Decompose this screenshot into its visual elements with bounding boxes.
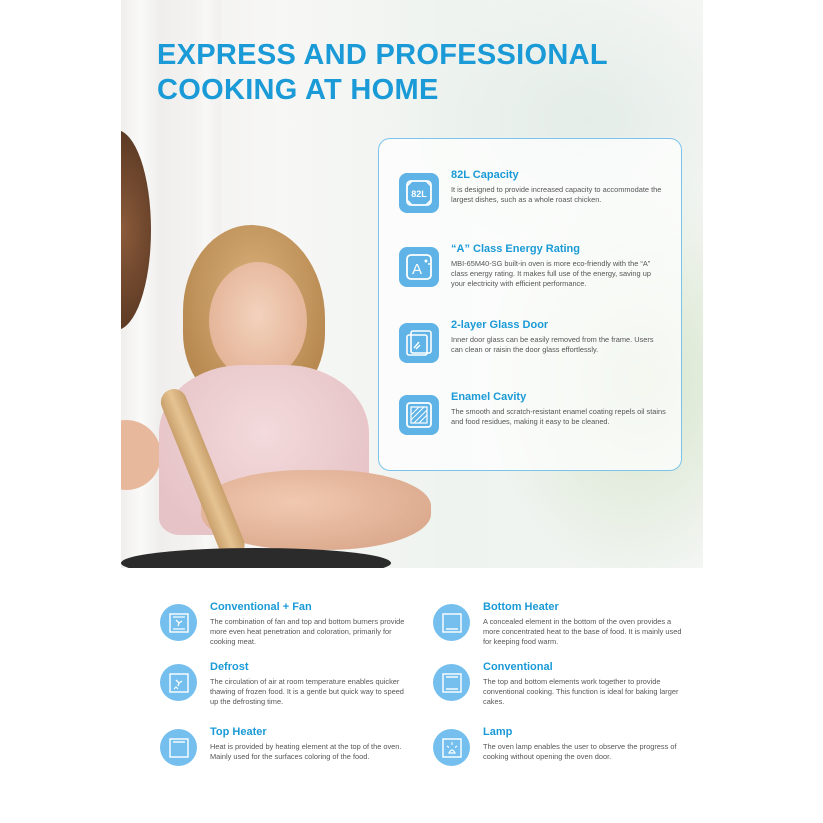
function-title: Top Heater xyxy=(210,726,267,738)
function-description: Heat is provided by heating element at the top of the oven. Mainly used for the surfaces coloring of the food. xyxy=(210,742,402,761)
feature-description: Inner door glass can be easily removed from the frame. Users can clean or raisin the door glass effortlessly. xyxy=(451,335,654,354)
top-heater-icon xyxy=(160,729,197,766)
page-headline xyxy=(157,38,608,108)
function-description: The circulation of air at room temperature enables quicker thawing of frozen food. It is a gentle but quick way to speed up the defrosting time. xyxy=(210,677,404,706)
function-description: The combination of fan and top and bottom burners provide more even heat penetration and coloration, primarily for cooking meat. xyxy=(210,617,405,646)
function-title: Conventional + Fan xyxy=(210,601,312,613)
conventional-fan-icon xyxy=(160,604,197,641)
defrost-icon xyxy=(160,664,197,701)
function-description: The oven lamp enables the user to observe the progress of cooking without opening the oven door. xyxy=(483,742,677,761)
bottom-heater-icon xyxy=(433,604,470,641)
pan-shape xyxy=(121,548,391,568)
function-description: The top and bottom elements work together to provide conventional cooking. This function is ideal for baking larger cakes. xyxy=(483,677,679,706)
capacity-82l-icon xyxy=(399,173,439,213)
lamp-icon xyxy=(433,729,470,766)
feature-description: MBI-65M40-SG built-in oven is more eco-friendly with the “A” class energy rating. It makes full use of the energy, saving up your electricity with efficient performance. xyxy=(451,259,651,288)
enamel-cavity-icon xyxy=(399,395,439,435)
features-card xyxy=(378,138,682,471)
conventional-icon xyxy=(433,664,470,701)
capacity-icon-label: 82L xyxy=(411,189,427,199)
function-title: Lamp xyxy=(483,726,513,738)
function-title: Bottom Heater xyxy=(483,601,559,613)
feature-title: 82L Capacity xyxy=(451,169,519,181)
brochure-page xyxy=(121,0,703,823)
feature-description: It is designed to provide increased capacity to accommodate the largest dishes, such as a whole roast chicken. xyxy=(451,185,662,204)
energy-icon-label: A xyxy=(411,261,423,278)
girl-face-shape xyxy=(209,262,307,380)
hero-photo xyxy=(121,0,703,568)
feature-title: 2-layer Glass Door xyxy=(451,319,549,331)
energy-rating-icon xyxy=(399,247,439,287)
headline-line-2: COOKING AT HOME xyxy=(157,74,439,106)
feature-title: “A” Class Energy Rating xyxy=(451,243,580,255)
function-title: Defrost xyxy=(210,661,249,673)
feature-title: Enamel Cavity xyxy=(451,391,527,403)
headline-line-1: EXPRESS AND PROFESSIONAL xyxy=(157,39,608,71)
function-description: A concealed element in the bottom of the oven provides a more concentrated heat to the base of food. It is mainly used for keeping food warm. xyxy=(483,617,682,646)
glass-door-icon xyxy=(399,323,439,363)
function-title: Conventional xyxy=(483,661,553,673)
feature-description: The smooth and scratch-resistant enamel coating repels oil stains and food residues, making it easy to be cleaned. xyxy=(451,407,666,426)
